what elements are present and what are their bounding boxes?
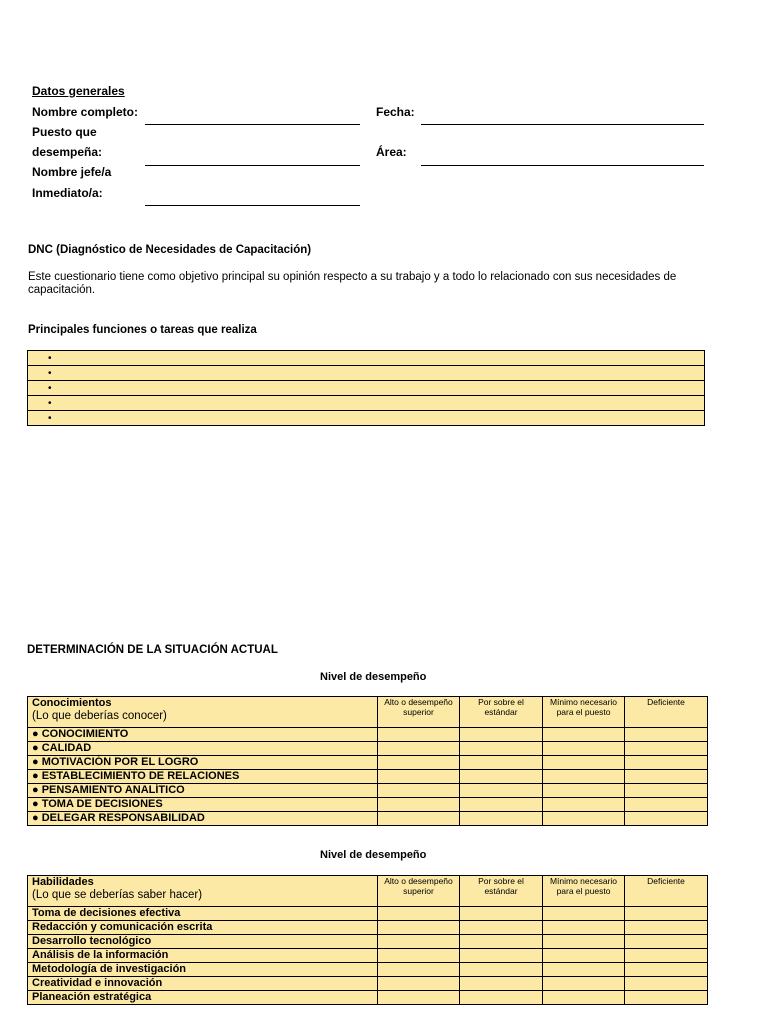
cell[interactable] xyxy=(543,728,625,742)
cell[interactable] xyxy=(460,742,543,756)
cell[interactable] xyxy=(625,812,708,826)
conocimiento-row: ● PENSAMIENTO ANALÍTICO xyxy=(28,784,378,798)
funcion-row[interactable]: • xyxy=(28,381,705,396)
cell[interactable] xyxy=(625,935,708,949)
funcion-row[interactable]: • xyxy=(28,351,705,366)
habilidad-row: Planeación estratégica xyxy=(28,991,378,1005)
cell[interactable] xyxy=(378,977,460,991)
conocimiento-row: ● DELEGAR RESPONSABILIDAD xyxy=(28,812,378,826)
cell[interactable] xyxy=(378,963,460,977)
funcion-row[interactable]: • xyxy=(28,396,705,411)
dnc-description: Este cuestionario tiene como objetivo principal su opinión respecto a su trabajo y a todo lo relacionado con sus necesidades de capacitación. xyxy=(28,271,677,296)
conocimiento-row: ● TOMA DE DECISIONES xyxy=(28,798,378,812)
habilidad-row: Análisis de la información xyxy=(28,949,378,963)
puesto-label-2: desempeña: xyxy=(32,145,103,159)
habilidad-row: Creatividad e innovación xyxy=(28,977,378,991)
funciones-title: Principales funciones o tareas que realiza xyxy=(28,324,257,336)
cell[interactable] xyxy=(378,728,460,742)
habilidades-table xyxy=(27,875,708,1005)
cell[interactable] xyxy=(378,921,460,935)
cell[interactable] xyxy=(378,742,460,756)
cell[interactable] xyxy=(460,935,543,949)
cell[interactable] xyxy=(543,935,625,949)
col-minimo: Mínimo necesario para el puesto xyxy=(543,876,625,907)
habilidad-row: Redacción y comunicación escrita xyxy=(28,921,378,935)
cell[interactable] xyxy=(378,991,460,1005)
nivel-label-2: Nivel de desempeño xyxy=(320,849,427,861)
cell[interactable] xyxy=(460,798,543,812)
cell[interactable] xyxy=(543,742,625,756)
habilidad-row: Desarrollo tecnológico xyxy=(28,935,378,949)
cell[interactable] xyxy=(543,770,625,784)
col-minimo: Mínimo necesario para el puesto xyxy=(543,697,625,728)
cell[interactable] xyxy=(460,784,543,798)
cell[interactable] xyxy=(460,728,543,742)
jefe-field[interactable] xyxy=(145,205,360,206)
nivel-label-1: Nivel de desempeño xyxy=(320,671,427,683)
col-sobre: Por sobre el estándar xyxy=(460,697,543,728)
funcion-row[interactable]: • xyxy=(28,411,705,426)
conocimiento-row: ● ESTABLECIMIENTO DE RELACIONES xyxy=(28,770,378,784)
habilidad-row: Toma de decisiones efectiva xyxy=(28,907,378,921)
cell[interactable] xyxy=(460,949,543,963)
cell[interactable] xyxy=(625,770,708,784)
cell[interactable] xyxy=(543,798,625,812)
cell[interactable] xyxy=(460,756,543,770)
cell[interactable] xyxy=(378,784,460,798)
col-sobre: Por sobre el estándar xyxy=(460,876,543,907)
cell[interactable] xyxy=(378,949,460,963)
cell[interactable] xyxy=(460,963,543,977)
conocimiento-row: ● MOTIVACIÓN POR EL LOGRO xyxy=(28,756,378,770)
datos-generales-heading: Datos generales xyxy=(32,84,125,98)
cell[interactable] xyxy=(543,963,625,977)
cell[interactable] xyxy=(543,977,625,991)
habilidad-row: Metodología de investigación xyxy=(28,963,378,977)
cell[interactable] xyxy=(625,728,708,742)
puesto-field[interactable] xyxy=(145,165,360,166)
cell[interactable] xyxy=(460,812,543,826)
cell[interactable] xyxy=(625,784,708,798)
cell[interactable] xyxy=(625,756,708,770)
cell[interactable] xyxy=(378,798,460,812)
cell[interactable] xyxy=(543,907,625,921)
habilidades-header xyxy=(28,876,378,907)
fecha-label: Fecha: xyxy=(376,105,415,119)
cell[interactable] xyxy=(625,921,708,935)
cell[interactable] xyxy=(625,977,708,991)
area-field[interactable] xyxy=(421,165,704,166)
conocimientos-subtitle: (Lo que deberías conocer) xyxy=(32,710,167,722)
area-label: Área: xyxy=(376,145,407,159)
nombre-field[interactable] xyxy=(145,124,360,125)
col-deficiente: Deficiente xyxy=(625,697,708,728)
cell[interactable] xyxy=(543,921,625,935)
col-alto: Alto o desempeño superior xyxy=(378,876,460,907)
jefe-label-2: Inmediato/a: xyxy=(32,186,103,200)
funciones-table xyxy=(27,350,705,426)
fecha-field[interactable] xyxy=(421,124,704,125)
conocimiento-row: ● CALIDAD xyxy=(28,742,378,756)
conocimientos-title: Conocimientos xyxy=(32,697,112,709)
cell[interactable] xyxy=(460,991,543,1005)
conocimiento-row: ● CONOCIMIENTO xyxy=(28,728,378,742)
cell[interactable] xyxy=(460,907,543,921)
cell[interactable] xyxy=(460,770,543,784)
conocimientos-table xyxy=(27,696,708,826)
cell[interactable] xyxy=(543,784,625,798)
puesto-label-1: Puesto que xyxy=(32,125,97,139)
conocimientos-header xyxy=(28,697,378,728)
cell[interactable] xyxy=(625,742,708,756)
cell[interactable] xyxy=(543,991,625,1005)
situacion-title: DETERMINACIÓN DE LA SITUACIÓN ACTUAL xyxy=(27,644,278,656)
cell[interactable] xyxy=(625,798,708,812)
cell[interactable] xyxy=(625,991,708,1005)
cell[interactable] xyxy=(543,812,625,826)
col-alto: Alto o desempeño superior xyxy=(378,697,460,728)
cell[interactable] xyxy=(378,756,460,770)
dnc-title: DNC (Diagnóstico de Necesidades de Capacitación) xyxy=(28,244,312,256)
cell[interactable] xyxy=(625,949,708,963)
cell[interactable] xyxy=(378,935,460,949)
cell[interactable] xyxy=(460,921,543,935)
cell[interactable] xyxy=(378,770,460,784)
cell[interactable] xyxy=(625,963,708,977)
cell[interactable] xyxy=(625,907,708,921)
cell[interactable] xyxy=(378,907,460,921)
cell[interactable] xyxy=(543,949,625,963)
cell[interactable] xyxy=(543,756,625,770)
cell[interactable] xyxy=(460,977,543,991)
cell[interactable] xyxy=(378,812,460,826)
nombre-label: Nombre completo: xyxy=(32,105,139,119)
col-deficiente: Deficiente xyxy=(625,876,708,907)
habilidades-subtitle: (Lo que se deberías saber hacer) xyxy=(32,889,203,901)
habilidades-title: Habilidades xyxy=(32,876,94,888)
jefe-label-1: Nombre jefe/a xyxy=(32,165,112,179)
funcion-row[interactable]: • xyxy=(28,366,705,381)
